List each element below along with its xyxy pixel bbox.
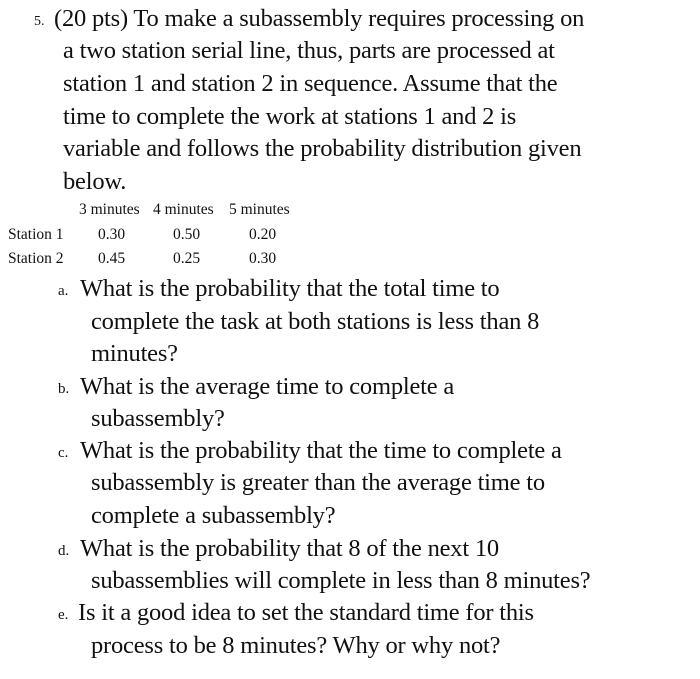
subquestion-marker: d. (58, 543, 70, 559)
subquestion-marker: c. (58, 445, 69, 461)
subquestion-line: subassembly? (91, 405, 225, 432)
intro-line: variable and follows the probability distribution given (63, 135, 582, 162)
table-cell: 0.30 (249, 250, 277, 267)
subquestion-line: subassemblies will complete in less than 8 minutes? (91, 567, 591, 594)
subquestion-marker: b. (58, 381, 70, 397)
intro-line: below. (63, 168, 127, 195)
subquestion-line: complete the task at both stations is less than 8 (91, 308, 540, 335)
table-row-label: Station 2 (8, 250, 64, 267)
subquestion-line: What is the probability that the total time to (80, 275, 500, 302)
subquestion-line: What is the average time to complete a (80, 373, 455, 400)
table-cell: 0.30 (98, 226, 126, 243)
table-cell: 0.45 (98, 250, 126, 267)
subquestion-marker: a. (58, 283, 69, 299)
table-header-4min: 4 minutes (153, 201, 214, 218)
intro-line: station 1 and station 2 in sequence. Assume that the (63, 70, 558, 97)
intro-line: (20 pts) To make a subassembly requires processing on (54, 5, 585, 32)
subquestion-marker: e. (58, 607, 69, 623)
subquestion-line: process to be 8 minutes? Why or why not? (91, 632, 501, 659)
subquestion-line: complete a subassembly? (91, 502, 336, 529)
subquestion-line: What is the probability that the time to complete a (80, 437, 562, 464)
table-header-3min: 3 minutes (79, 201, 140, 218)
subquestion-line: subassembly is greater than the average time to (91, 469, 545, 496)
table-cell: 0.25 (173, 250, 201, 267)
table-cell: 0.20 (249, 226, 277, 243)
table-cell: 0.50 (173, 226, 201, 243)
intro-line: a two station serial line, thus, parts are processed at (63, 37, 555, 64)
subquestion-line: What is the probability that 8 of the next 10 (80, 535, 499, 562)
subquestion-line: minutes? (91, 340, 178, 367)
intro-line: time to complete the work at stations 1 and 2 is (63, 103, 517, 130)
table-row-label: Station 1 (8, 226, 64, 243)
table-header-5min: 5 minutes (229, 201, 290, 218)
problem-number: 5. (34, 14, 45, 29)
subquestion-line: Is it a good idea to set the standard time for this (78, 599, 534, 626)
